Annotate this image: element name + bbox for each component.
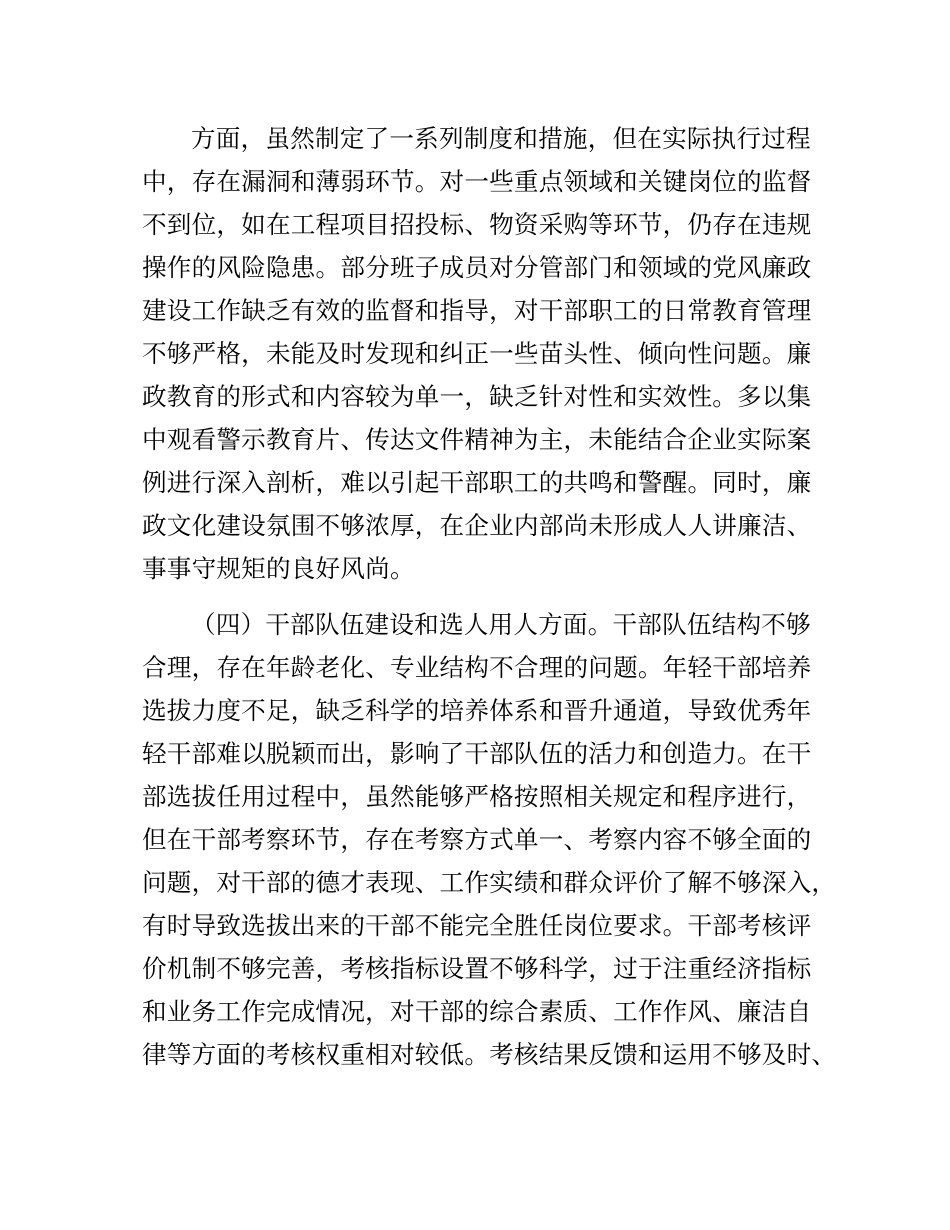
paragraph-line: 合理，存在年龄老化、专业结构不合理的问题。年轻干部培养 [142, 653, 812, 682]
paragraph-line: 中，存在漏洞和薄弱环节。对一些重点领域和关键岗位的监督 [142, 167, 812, 196]
paragraph-line: 建设工作缺乏有效的监督和指导，对干部职工的日常教育管理 [142, 296, 812, 325]
paragraph-line: 政文化建设氛围不够浓厚，在企业内部尚未形成人人讲廉洁、 [142, 511, 812, 540]
paragraph-line: 律等方面的考核权重相对较低。考核结果反馈和运用不够及时、 [142, 1040, 837, 1069]
paragraph-line: 选拔力度不足，缺乏科学的培养体系和晋升通道，导致优秀年 [142, 696, 812, 725]
paragraph-line: 但在干部考察环节，存在考察方式单一、考察内容不够全面的 [142, 825, 812, 854]
paragraph-line: 事事守规矩的良好风尚。 [142, 554, 415, 583]
paragraph-line: 有时导致选拔出来的干部不能完全胜任岗位要求。干部考核评 [142, 911, 812, 940]
paragraph-line: （四）干部队伍建设和选人用人方面。干部队伍结构不够 [191, 610, 811, 639]
paragraph-line: 政教育的形式和内容较为单一，缺乏针对性和实效性。多以集 [142, 382, 812, 411]
paragraph-line: 例进行深入剖析，难以引起干部职工的共鸣和警醒。同时，廉 [142, 468, 812, 497]
paragraph-line: 问题，对干部的德才表现、工作实绩和群众评价了解不够深入， [142, 868, 837, 897]
paragraph-line: 轻干部难以脱颖而出，影响了干部队伍的活力和创造力。在干 [142, 739, 812, 768]
paragraph-line: 和业务工作完成情况，对干部的综合素质、工作作风、廉洁自 [142, 997, 812, 1026]
paragraph-line: 价机制不够完善，考核指标设置不够科学，过于注重经济指标 [142, 954, 812, 983]
paragraph-line: 方面，虽然制定了一系列制度和措施，但在实际执行过程 [191, 124, 811, 153]
paragraph-line: 不够严格，未能及时发现和纠正一些苗头性、倾向性问题。廉 [142, 339, 812, 368]
paragraph-line: 部选拔任用过程中，虽然能够严格按照相关规定和程序进行， [142, 782, 812, 811]
paragraph-line: 中观看警示教育片、传达文件精神为主，未能结合企业实际案 [142, 425, 812, 454]
paragraph-line: 不到位，如在工程项目招投标、物资采购等环节，仍存在违规 [142, 210, 812, 239]
paragraph-line: 操作的风险隐患。部分班子成员对分管部门和领域的党风廉政 [142, 253, 812, 282]
